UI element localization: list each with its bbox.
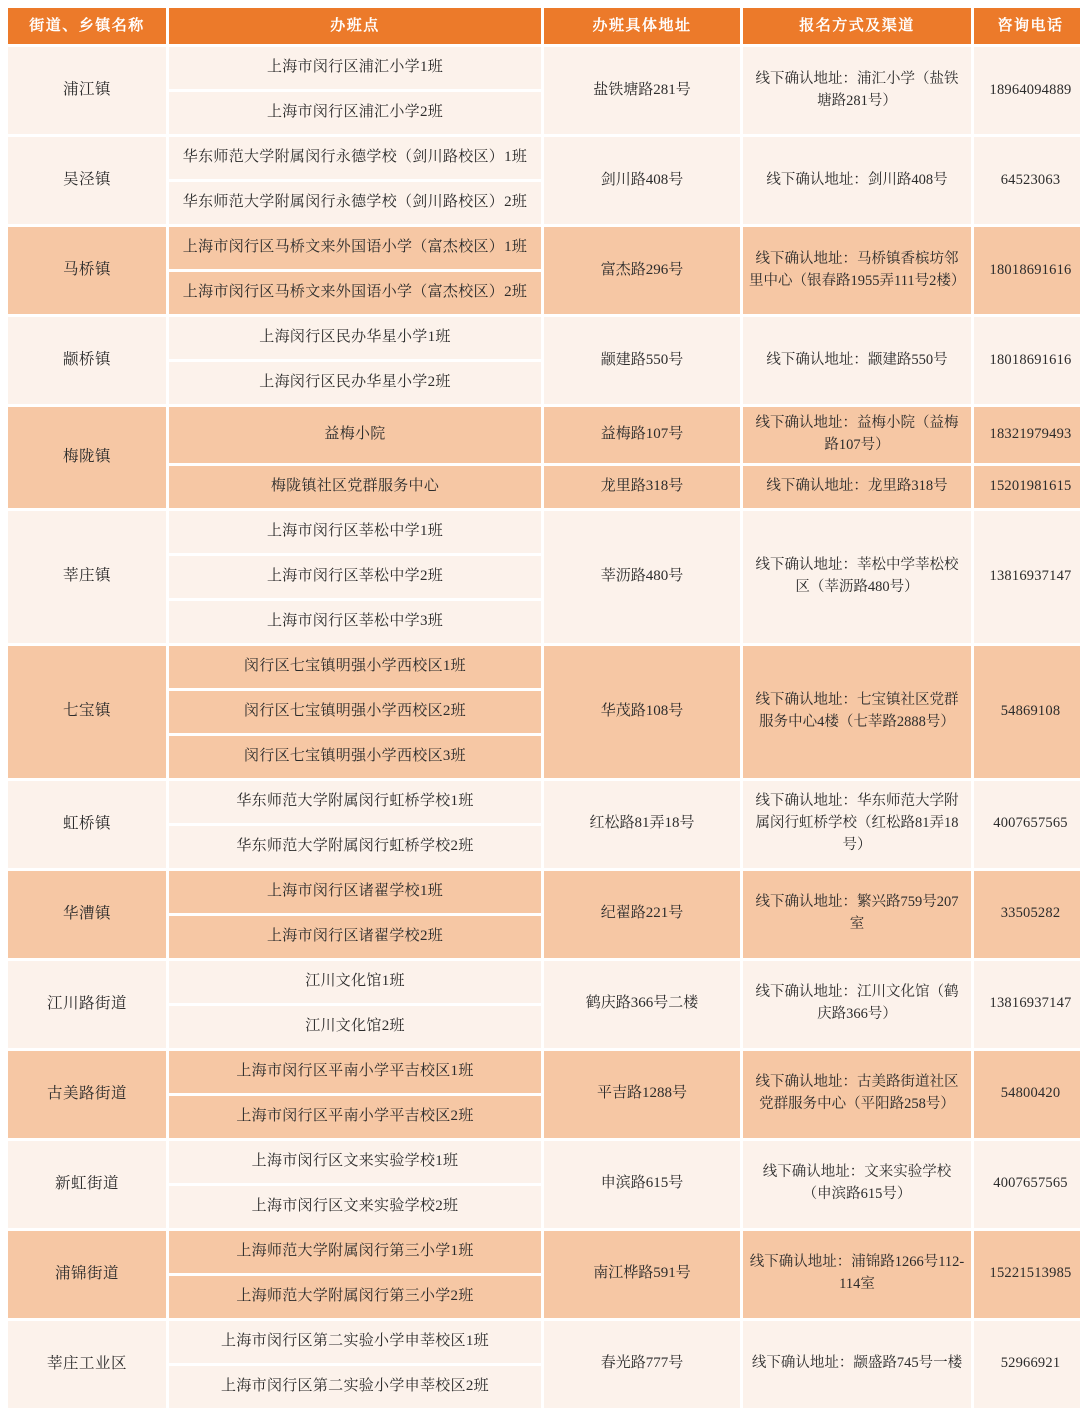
cell-site: 闵行区七宝镇明强小学西校区3班 <box>169 736 541 778</box>
cell-registration: 线下确认地址：繁兴路759号207室 <box>743 871 971 958</box>
cell-registration: 线下确认地址：浦锦路1266号112-114室 <box>743 1231 971 1318</box>
table-row <box>8 781 1080 823</box>
cell-site: 上海市闵行区第二实验小学申莘校区1班 <box>169 1321 541 1363</box>
cell-address: 富杰路296号 <box>544 227 740 314</box>
column-header-address: 办班具体地址 <box>544 8 740 44</box>
cell-town: 颛桥镇 <box>8 317 166 404</box>
cell-phone: 15201981615 <box>974 466 1080 508</box>
cell-town: 莘庄镇 <box>8 511 166 643</box>
cell-town: 新虹街道 <box>8 1141 166 1228</box>
table-row <box>8 511 1080 553</box>
column-header-phone: 咨询电话 <box>974 8 1080 44</box>
cell-address: 申滨路615号 <box>544 1141 740 1228</box>
table-row <box>8 1051 1080 1093</box>
cell-address: 南江桦路591号 <box>544 1231 740 1318</box>
cell-site: 上海市闵行区文来实验学校2班 <box>169 1186 541 1228</box>
cell-site: 上海市闵行区浦汇小学1班 <box>169 47 541 89</box>
table-row <box>8 871 1080 913</box>
cell-town: 江川路街道 <box>8 961 166 1048</box>
cell-site: 上海市闵行区浦汇小学2班 <box>169 92 541 134</box>
cell-site: 上海市闵行区第二实验小学申莘校区2班 <box>169 1366 541 1408</box>
cell-town: 马桥镇 <box>8 227 166 314</box>
cell-registration: 线下确认地址：古美路街道社区党群服务中心（平阳路258号） <box>743 1051 971 1138</box>
cell-phone: 18018691616 <box>974 227 1080 314</box>
cell-site: 上海市闵行区莘松中学1班 <box>169 511 541 553</box>
cell-registration: 线下确认地址：龙里路318号 <box>743 466 971 508</box>
cell-phone: 52966921 <box>974 1321 1080 1408</box>
cell-site: 江川文化馆1班 <box>169 961 541 1003</box>
cell-registration: 线下确认地址：益梅小院（益梅路107号） <box>743 407 971 463</box>
cell-registration: 线下确认地址：剑川路408号 <box>743 137 971 224</box>
cell-registration: 线下确认地址：颛盛路745号一楼 <box>743 1321 971 1408</box>
cell-site: 闵行区七宝镇明强小学西校区1班 <box>169 646 541 688</box>
cell-phone: 13816937147 <box>974 511 1080 643</box>
cell-site: 上海市闵行区文来实验学校1班 <box>169 1141 541 1183</box>
cell-site: 上海师范大学附属闵行第三小学1班 <box>169 1231 541 1273</box>
cell-phone: 15221513985 <box>974 1231 1080 1318</box>
cell-phone: 18321979493 <box>974 407 1080 463</box>
cell-registration: 线下确认地址：莘松中学莘松校区（莘沥路480号） <box>743 511 971 643</box>
cell-site: 上海市闵行区诸翟学校2班 <box>169 916 541 958</box>
cell-address: 纪翟路221号 <box>544 871 740 958</box>
table-row <box>8 646 1080 688</box>
cell-address: 红松路81弄18号 <box>544 781 740 868</box>
table-row <box>8 961 1080 1003</box>
cell-address: 平吉路1288号 <box>544 1051 740 1138</box>
column-header-site: 办班点 <box>169 8 541 44</box>
cell-address: 华茂路108号 <box>544 646 740 778</box>
class-locations-table <box>5 5 1080 1411</box>
column-header-town: 街道、乡镇名称 <box>8 8 166 44</box>
cell-phone: 4007657565 <box>974 781 1080 868</box>
cell-site: 上海闵行区民办华星小学1班 <box>169 317 541 359</box>
cell-registration: 线下确认地址：江川文化馆（鹤庆路366号） <box>743 961 971 1048</box>
cell-site: 华东师范大学附属闵行永德学校（剑川路校区）1班 <box>169 137 541 179</box>
cell-site: 上海市闵行区平南小学平吉校区2班 <box>169 1096 541 1138</box>
cell-site: 梅陇镇社区党群服务中心 <box>169 466 541 508</box>
cell-site: 上海师范大学附属闵行第三小学2班 <box>169 1276 541 1318</box>
header-row <box>8 8 1080 44</box>
cell-town: 莘庄工业区 <box>8 1321 166 1408</box>
table-row <box>8 317 1080 359</box>
cell-site: 江川文化馆2班 <box>169 1006 541 1048</box>
cell-phone: 4007657565 <box>974 1141 1080 1228</box>
table-row <box>8 1231 1080 1273</box>
cell-phone: 54800420 <box>974 1051 1080 1138</box>
cell-address: 益梅路107号 <box>544 407 740 463</box>
cell-address: 盐铁塘路281号 <box>544 47 740 134</box>
cell-town: 古美路街道 <box>8 1051 166 1138</box>
cell-address: 莘沥路480号 <box>544 511 740 643</box>
cell-phone: 18018691616 <box>974 317 1080 404</box>
cell-phone: 33505282 <box>974 871 1080 958</box>
cell-site: 华东师范大学附属闵行虹桥学校2班 <box>169 826 541 868</box>
cell-town: 虹桥镇 <box>8 781 166 868</box>
cell-site: 华东师范大学附属闵行虹桥学校1班 <box>169 781 541 823</box>
cell-site: 闵行区七宝镇明强小学西校区2班 <box>169 691 541 733</box>
table-row <box>8 227 1080 269</box>
cell-phone: 18964094889 <box>974 47 1080 134</box>
cell-town: 吴泾镇 <box>8 137 166 224</box>
cell-site: 华东师范大学附属闵行永德学校（剑川路校区）2班 <box>169 182 541 224</box>
cell-town: 梅陇镇 <box>8 407 166 508</box>
table-row <box>8 407 1080 463</box>
cell-phone: 13816937147 <box>974 961 1080 1048</box>
cell-registration: 线下确认地址：马桥镇香槟坊邻里中心（银春路1955弄111号2楼） <box>743 227 971 314</box>
cell-site: 上海市闵行区平南小学平吉校区1班 <box>169 1051 541 1093</box>
cell-registration: 线下确认地址：颛建路550号 <box>743 317 971 404</box>
cell-registration: 线下确认地址：文来实验学校（申滨路615号） <box>743 1141 971 1228</box>
cell-address: 春光路777号 <box>544 1321 740 1408</box>
cell-phone: 64523063 <box>974 137 1080 224</box>
cell-site: 上海市闵行区马桥文来外国语小学（富杰校区）1班 <box>169 227 541 269</box>
table-row <box>8 466 1080 508</box>
cell-phone: 54869108 <box>974 646 1080 778</box>
cell-site: 上海市闵行区莘松中学3班 <box>169 601 541 643</box>
cell-registration: 线下确认地址：七宝镇社区党群服务中心4楼（七莘路2888号） <box>743 646 971 778</box>
table-body <box>8 47 1080 1408</box>
cell-address: 剑川路408号 <box>544 137 740 224</box>
cell-site: 益梅小院 <box>169 407 541 463</box>
cell-site: 上海闵行区民办华星小学2班 <box>169 362 541 404</box>
cell-site: 上海市闵行区莘松中学2班 <box>169 556 541 598</box>
table-header <box>8 8 1080 44</box>
cell-town: 浦锦街道 <box>8 1231 166 1318</box>
column-header-registration: 报名方式及渠道 <box>743 8 971 44</box>
cell-registration: 线下确认地址：华东师范大学附属闵行虹桥学校（红松路81弄18号） <box>743 781 971 868</box>
cell-address: 颛建路550号 <box>544 317 740 404</box>
cell-registration: 线下确认地址：浦汇小学（盐铁塘路281号） <box>743 47 971 134</box>
table-row <box>8 137 1080 179</box>
cell-address: 鹤庆路366号二楼 <box>544 961 740 1048</box>
cell-site: 上海市闵行区马桥文来外国语小学（富杰校区）2班 <box>169 272 541 314</box>
cell-address: 龙里路318号 <box>544 466 740 508</box>
cell-town: 七宝镇 <box>8 646 166 778</box>
cell-town: 浦江镇 <box>8 47 166 134</box>
table-row <box>8 47 1080 89</box>
cell-town: 华漕镇 <box>8 871 166 958</box>
cell-site: 上海市闵行区诸翟学校1班 <box>169 871 541 913</box>
table-row <box>8 1141 1080 1183</box>
